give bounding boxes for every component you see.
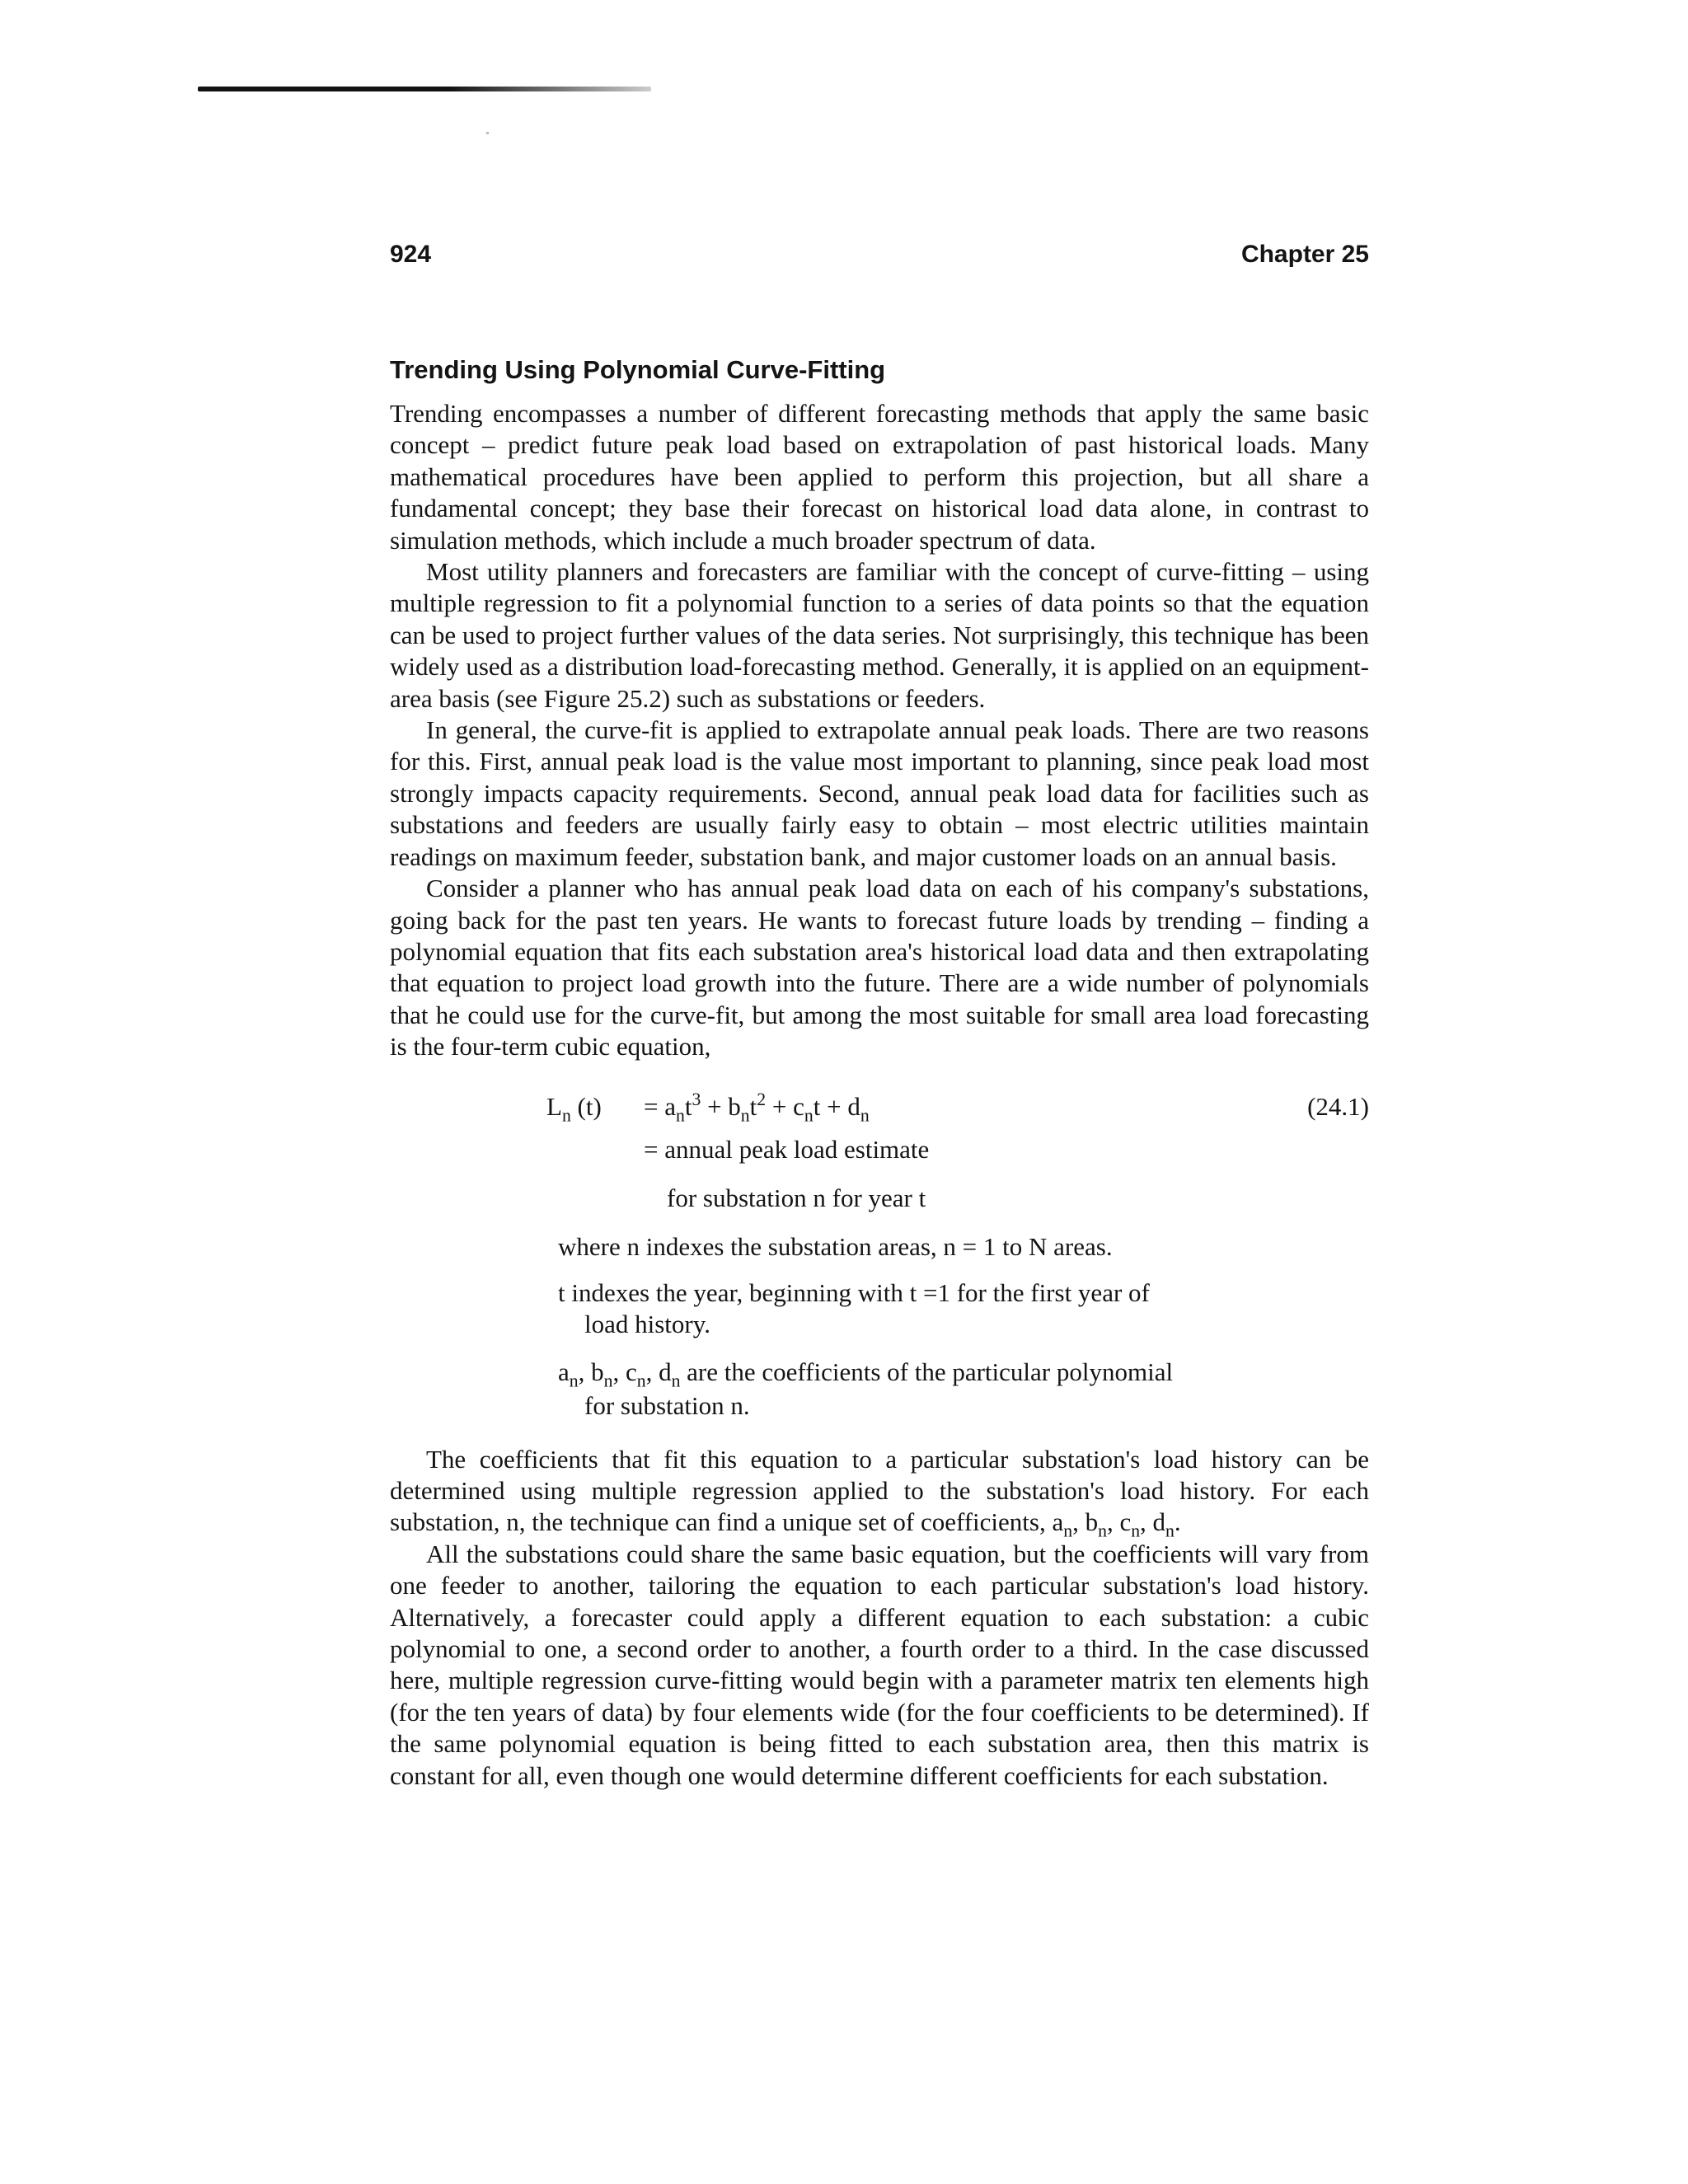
definition-coefficients-cont: for substation n. [584, 1390, 750, 1420]
page-number: 924 [390, 241, 432, 268]
paragraph-planner-example: Consider a planner who has annual peak load data on each of his company's substations, going back for the past ten years. He wants to forecast future loads by trending – finding a polynomial equation that fits each substation area's historical load data and then extrapolating that equation to project load growth into the future. There are a wide number of polynomials that he could use for the curve-fit, but among the most suitable for small area load forecasting is the four-term cubic equation, [390, 874, 1369, 1062]
equation-description: = annual peak load estimate [644, 1134, 930, 1164]
equation-lhs: $L_n$ (t) [546, 1091, 602, 1126]
definition-t: t indexes the year, beginning with t =1 for the first year of [558, 1277, 1150, 1307]
paragraph-shared-equation: All the substations could share the same basic equation, but the coefficients will vary from one feeder to another, tailoring the equation to each particular substation's load history. Alternatively, a forecaster could apply a different equation to each substation: a cubic polynomial to one, a second order to another, a fourth order to a third. In the case discussed here, multiple regression curve-fitting would begin with a parameter matrix ten elements high (for the ten years of data) by four elements wide (for the four coefficients to be determined). If the same polynomial equation is being fitted to each substation area, then this matrix is constant for all, even though one would determine different coefficients for each substation. [390, 1539, 1369, 1790]
definition-t-cont: load history. [584, 1309, 710, 1338]
equation-description-cont: for substation n for year t [667, 1183, 926, 1212]
paragraph-intro: Trending encompasses a number of different forecasting methods that apply the same basic concept – predict future peak load based on extrapolation of past historical loads. Many mathematical procedures have been applied to perform this projection, but all share a fundamental concept; they base their forecast on historical load data alone, in contrast to simulation methods, which include a much broader spectrum of data. [390, 399, 1369, 555]
scan-edge-rule [198, 87, 651, 91]
definition-n: where n indexes the substation areas, n = 1 to N areas. [558, 1231, 1113, 1261]
paragraph-coefficients: The coefficients that fit this equation to a particular substation's load history can be determined using multiple regression applied to the substation's load history. For each substation, n, the technique can find a unique set of coefficients, $a_n$, $b_n$, $c_n$, $d_n$. [390, 1444, 1369, 1541]
equation-rhs: = $a_nt^3 + b_nt^2 + c_nt + d_n$ [644, 1089, 870, 1126]
definition-coefficients: $a_n$, $b_n$, $c_n$, $d_n$ are the coefficients of the particular polynomial [558, 1357, 1174, 1391]
paragraph-curve-fitting: Most utility planners and forecasters are familiar with the concept of curve-fitting – using multiple regression to fit a polynomial function to a series of data points so that the equation can be used to project further values of the data series. Not surprisingly, this technique has been widely used as a distribution load-forecasting method. Generally, it is applied on an equipment-area basis (see Figure 25.2) such as substations or feeders. [390, 557, 1369, 713]
equation-24-1 [390, 1091, 1369, 1431]
paragraph-annual-peaks: In general, the curve-fit is applied to extrapolate annual peak loads. There are two reasons for this. First, annual peak load is the value most important to planning, since peak load most strongly impacts capacity requirements. Second, annual peak load data for facilities such as substations and feeders are usually fairly easy to obtain – most electric utilities maintain readings on maximum feeder, substation bank, and major customer loads on an annual basis. [390, 715, 1369, 871]
equation-number: (24.1) [1307, 1091, 1369, 1121]
section-heading: Trending Using Polynomial Curve-Fitting [390, 355, 886, 384]
chapter-label: Chapter 25 [1240, 241, 1369, 268]
page-body [390, 354, 1369, 1792]
scan-speck [486, 132, 489, 134]
